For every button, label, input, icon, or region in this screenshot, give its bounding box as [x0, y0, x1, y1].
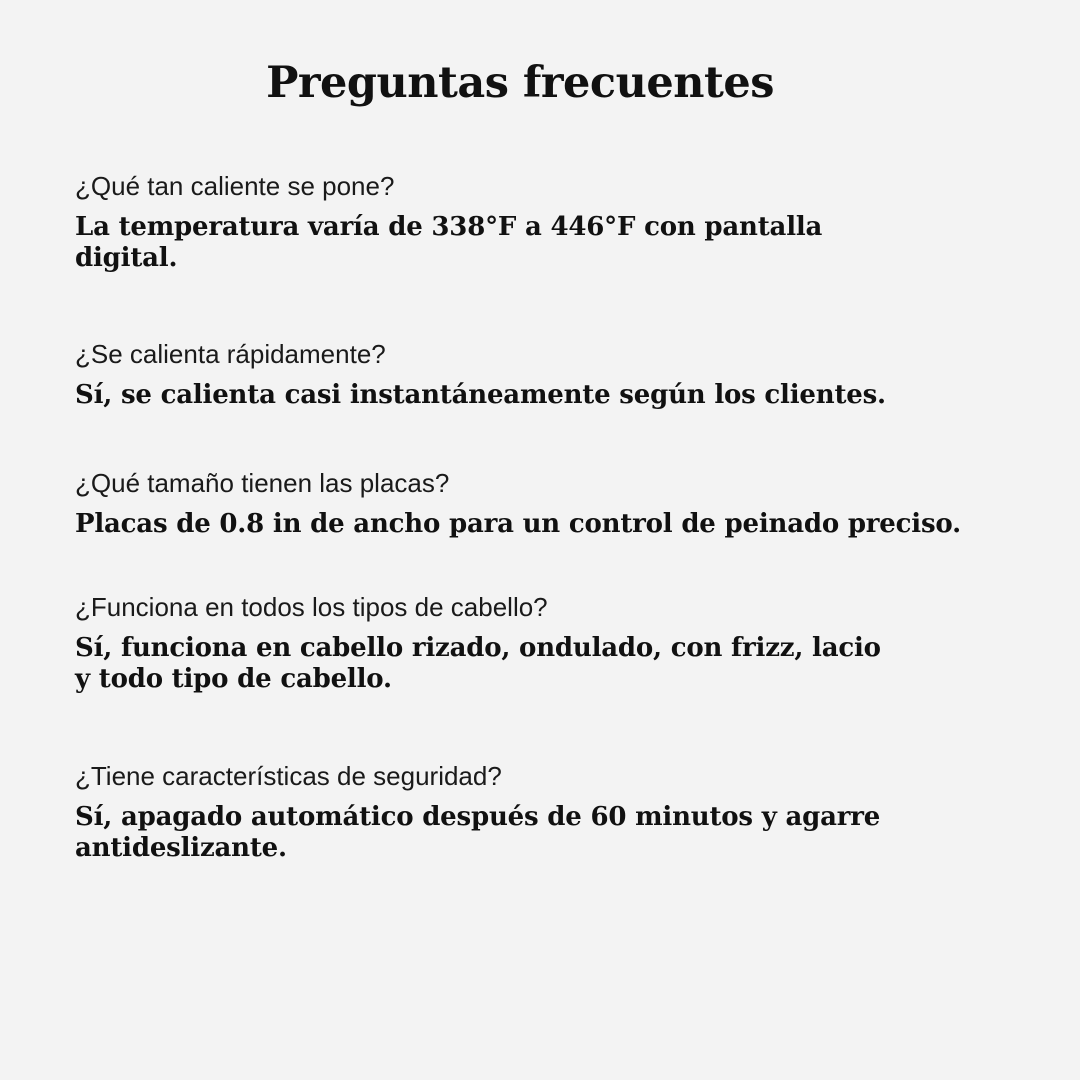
- faq-item: [75, 591, 1065, 695]
- faq-question: ¿Tiene características de seguridad?: [75, 761, 502, 791]
- faq-question: ¿Funciona en todos los tipos de cabello?: [75, 592, 548, 622]
- faq-question: ¿Se calienta rápidamente?: [75, 339, 386, 369]
- faq-answer-line: Placas de 0.8 in de ancho para un control de peinado preciso.: [75, 509, 961, 539]
- faq-answer-line: antideslizante.: [75, 833, 287, 863]
- faq-answer: [75, 633, 1065, 695]
- faq-answer-line: Sí, se calienta casi instantáneamente según los clientes.: [75, 380, 886, 410]
- faq-item: [75, 170, 1065, 274]
- faq-item: [75, 338, 1065, 411]
- faq-answer-line: Sí, apagado automático después de 60 minutos y agarre: [75, 802, 881, 832]
- faq-answer-line: digital.: [75, 243, 178, 273]
- faq-answer-line: Sí, funciona en cabello rizado, ondulado, con frizz, lacio: [75, 633, 881, 663]
- faq-answer-line: y todo tipo de cabello.: [75, 664, 392, 694]
- page-title: Preguntas frecuentes: [266, 58, 774, 108]
- faq-answer: [75, 380, 1065, 411]
- faq-question: ¿Qué tamaño tienen las placas?: [75, 468, 450, 498]
- faq-question: ¿Qué tan caliente se pone?: [75, 171, 395, 201]
- faq-answer: [75, 802, 1065, 864]
- faq-answer: [75, 509, 1065, 540]
- faq-item: [75, 760, 1065, 864]
- faq-answer-line: La temperatura varía de 338°F a 446°F con pantalla: [75, 212, 823, 242]
- faq-answer: [75, 212, 1065, 274]
- faq-item: [75, 467, 1065, 540]
